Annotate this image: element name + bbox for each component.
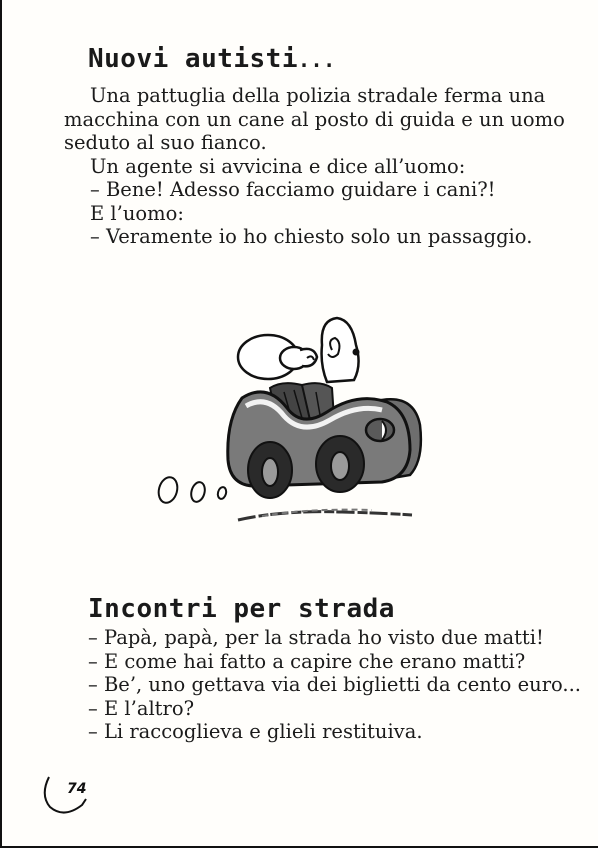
joke-line: Una pattuglia della polizia stradale ferma una <box>90 84 546 107</box>
joke-title-incontri-per-strada <box>88 594 395 624</box>
joke-line: – Li raccoglieva e glieli restituiva. <box>88 720 423 743</box>
joke-title-ellipsis: ... <box>298 48 336 72</box>
joke-line: – E come hai fatto a capire che erano matti? <box>88 649 526 673</box>
page-number <box>42 775 102 815</box>
joke-line: seduto al suo fianco. <box>64 131 267 154</box>
joke-body-incontri-per-strada <box>88 626 581 744</box>
joke-line: – Bene! Adesso facciamo guidare i cani?! <box>90 178 496 201</box>
joke-line: – E l’altro? <box>88 696 195 720</box>
joke-line: Un agente si avvicina e dice all’uomo: <box>90 154 466 178</box>
joke-line: E l’uomo: <box>90 201 184 225</box>
joke-body-nuovi-autisti <box>64 84 565 249</box>
joke-line: – Be’, uno gettava via dei biglietti da cento euro... <box>88 673 582 696</box>
joke-line: – Veramente io ho chiesto solo un passaggio. <box>90 225 533 248</box>
joke-title-nuovi-autisti <box>88 44 336 74</box>
joke-title-text: Incontri per strada <box>88 594 395 624</box>
joke-line: – Papà, papà, per la strada ho visto due matti! <box>88 626 544 649</box>
car-with-dog-illustration <box>142 310 442 530</box>
joke-title-text: Nuovi autisti <box>88 44 298 74</box>
joke-line: macchina con un cane al posto di guida e un uomo <box>64 107 565 131</box>
page-number-text: 74 <box>67 781 87 797</box>
